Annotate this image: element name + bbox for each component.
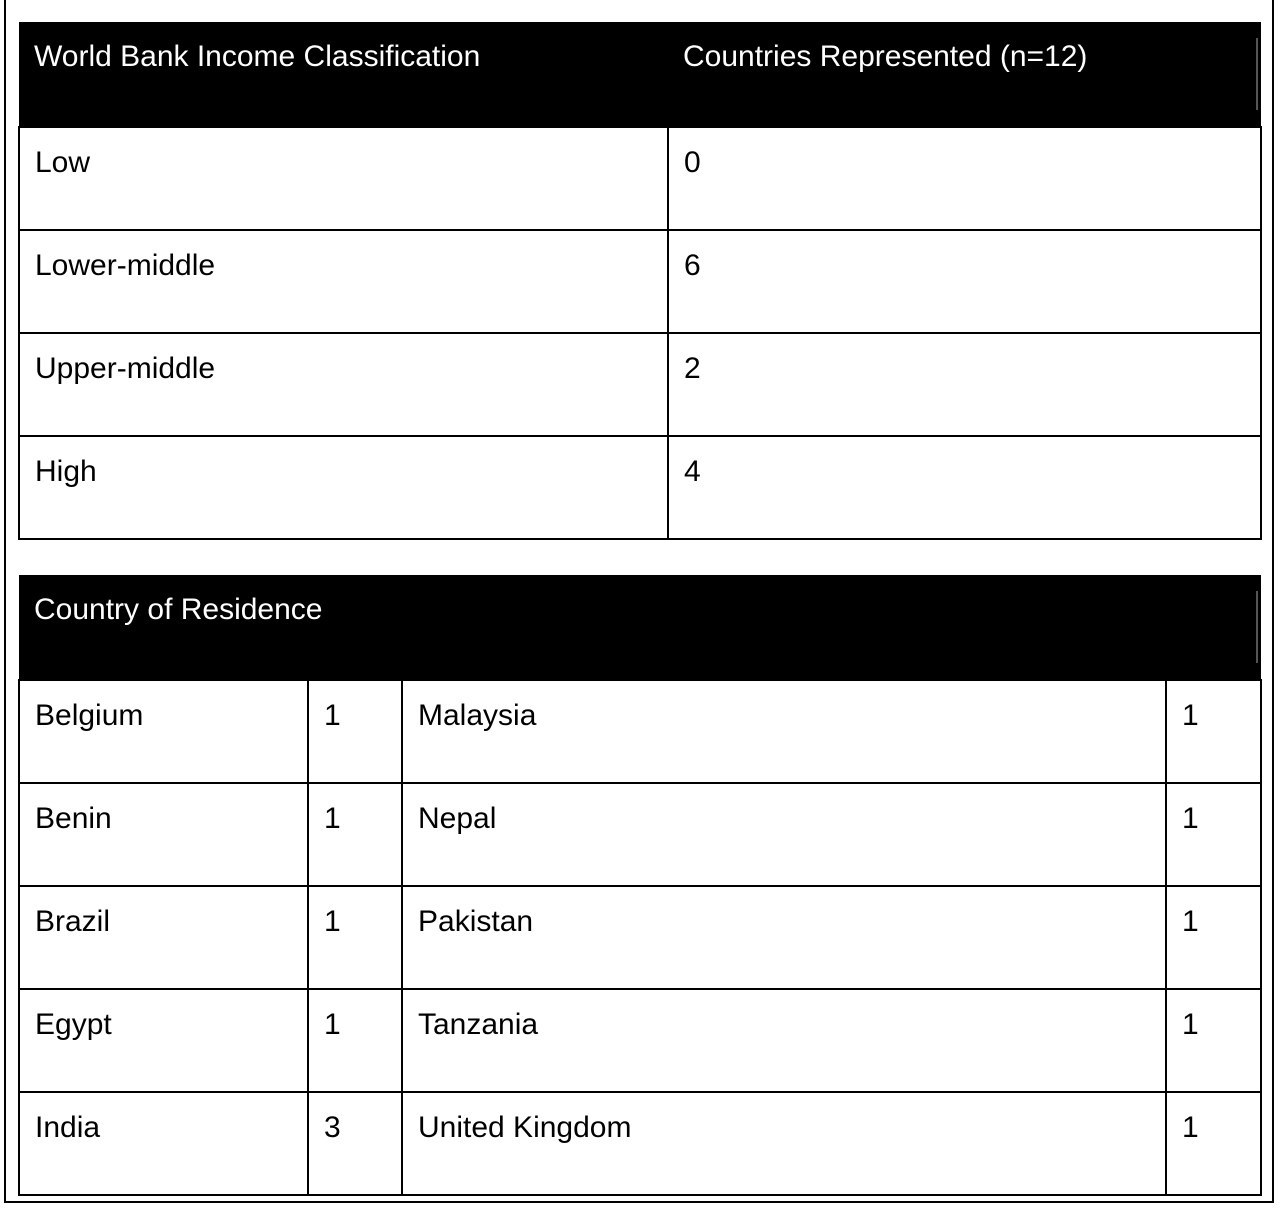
country-count-cell: 3 [308,1092,402,1195]
country-name-cell: Egypt [19,989,308,1092]
table-header-row [19,575,1261,680]
country-name-cell: Brazil [19,886,308,989]
country-name-cell: Belgium [19,680,308,783]
country-count-cell: 1 [308,783,402,886]
country-of-residence-table [18,575,1262,1196]
country-count-cell: 6 [668,230,1261,333]
table-row [19,333,1261,436]
table-row [19,783,1261,886]
country-count-cell: 1 [308,680,402,783]
column-header-income-classification: World Bank Income Classification [19,22,668,127]
column-header-country-of-residence: Country of Residence [19,575,1261,680]
country-name-cell: Pakistan [402,886,1166,989]
country-count-cell: 2 [668,333,1261,436]
income-level-cell: High [19,436,668,539]
income-classification-table [18,22,1262,540]
country-count-cell: 1 [308,989,402,1092]
country-count-cell: 1 [1166,783,1261,886]
country-count-cell: 1 [1166,1092,1261,1195]
table-row [19,680,1261,783]
country-count-cell: 0 [668,127,1261,230]
country-name-cell: Benin [19,783,308,886]
column-header-countries-represented: Countries Represented (n=12) [668,22,1261,127]
country-name-cell: Nepal [402,783,1166,886]
country-count-cell: 4 [668,436,1261,539]
country-count-cell: 1 [1166,989,1261,1092]
table-header-row [19,22,1261,127]
table-row [19,886,1261,989]
country-name-cell: United Kingdom [402,1092,1166,1195]
header-edge-line [1256,38,1258,110]
income-level-cell: Upper-middle [19,333,668,436]
income-level-cell: Lower-middle [19,230,668,333]
country-name-cell: Tanzania [402,989,1166,1092]
table-row [19,1092,1261,1195]
table-row [19,989,1261,1092]
table-row [19,436,1261,539]
table-row [19,230,1261,333]
country-count-cell: 1 [308,886,402,989]
header-edge-line [1256,591,1258,663]
country-name-cell: Malaysia [402,680,1166,783]
country-count-cell: 1 [1166,886,1261,989]
country-count-cell: 1 [1166,680,1261,783]
country-name-cell: India [19,1092,308,1195]
income-level-cell: Low [19,127,668,230]
table-row [19,127,1261,230]
